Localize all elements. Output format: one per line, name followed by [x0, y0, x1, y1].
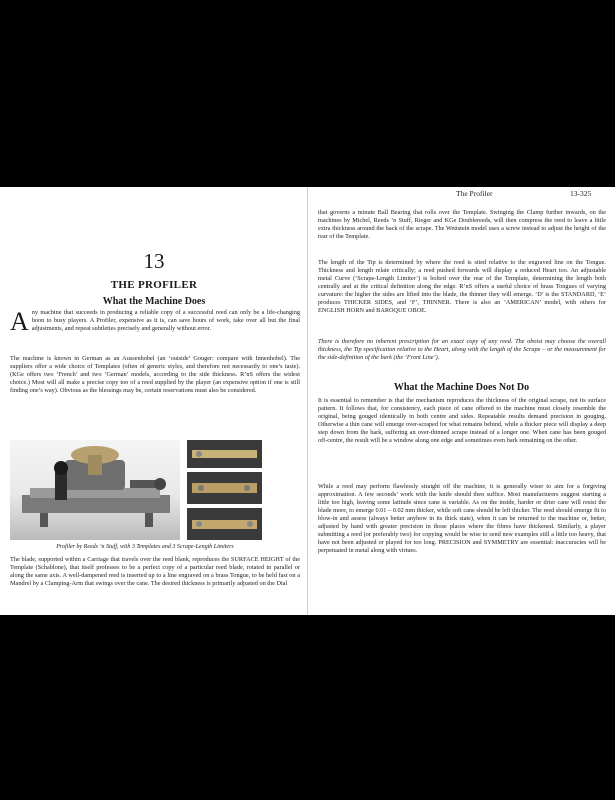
- section-title-what-machine-does-not-do: What the Machine Does Not Do: [393, 382, 530, 393]
- right-paragraph-4: It is essential to remember is that the mechanism reproduces the thickness of the original scrape, not its surface pattern. It follows that, for consistency, each piece of cane offered to the machine must closely resemble the original, being gouged identically in both centre and sides. Repeatable results demand precision in gouging. Otherwise a thin cane will emerge over-scraped for what remains behind, while a thicker piece will display a deep step down from the bark, suffering an over-thinned scrape instead of a longer one. When cane has been gouged off-centre, the result will be a window along one edge and sometimes even bark remaining on the other.: [318, 397, 606, 444]
- right-paragraph-5: While a reed may perform flawlessly straight off the machine, it is generally wiser to aim for a forgiving approximation. A few seconds’ work with the knife should then suffice. Most manufacturers suggest starting a little too high, leaving some latitude since cane is variable. As on the inside, harder or drier cane will resist the blade more, to emerge 0.01 – 0.02 mm thicker, while soft cane should be left thicker. The reed should emerge fit to blow-in and assess (always better anyhow in its thick state), when it can be returned to the machine or, better, adjusted by hand with greater precision in those places where the fibres have thickened. Similarly, a player submitting a reed (or preferably two) for copying would be wise to send new examples still a little too heavy, that have not been adjusted or played for too long. PRECISION and SYMMETRY are essential: inaccuracies will be perpetuated in metal along with virtues.: [318, 483, 606, 554]
- running-head: The Profiler: [456, 189, 493, 198]
- left-page: [0, 187, 308, 615]
- template-photo-2: [187, 472, 262, 504]
- left-paragraph-3: The blade, supported within a Carriage that travels over the reed blank, reproduces the SURFACE HEIGHT of the Template (Schablone), that itself professes to be a perfect copy of a particular reed blade, rotated in parallel or along the same axis. A well-dampened reed is inserted up to a line engraved on a brass Tongue, to be held fast on a Mandrel by a Clamping-Arm that swings over the cane. The desired thickness is primarily adjusted on the Dial: [10, 556, 300, 587]
- chapter-number: 13: [143, 249, 165, 273]
- right-paragraph-2: The length of the Tip is determined by where the reed is sited relative to the engraved line on the Tongue. Thickness and length relate critically; a reed pushed forwards will display a reduced Heart too. An adjustable metal Curve (‘Scrape-Length Limiter’) is bolted over the rear of the Template, determining the length both centrally and at the critical definition along the edge. R’nS offers a useful choice of brass Tongues of varying curvature: the higher the sides are lifted into the blade, the thinner they will emerge. ‘D’ is the STANDARD, ‘E’ produces THICKER SIDES, and ‘F’, THINNER. There is also an ‘AMERICAN’ model, with others for ENGLISH HORN and BAROQUE OBOE.: [318, 259, 606, 314]
- book-spread: [0, 187, 615, 615]
- right-paragraph-3: There is therefore no inherent prescription for an exact copy of any reed. The oboist may choose the overall thickness, the Tip specification relative to the Heart, along with the length of the Scrape – or the measurement for the side-definition of the bark (the ‘Front Line’).: [318, 338, 606, 361]
- photo-caption: Profiler by Reeds ’n Stuff, with 3 Templates and 3 Scrape-Length Limiters: [56, 544, 234, 550]
- chapter-title: THE PROFILER: [110, 279, 198, 291]
- page-number: 13-325: [570, 189, 592, 198]
- right-page: [308, 187, 615, 615]
- template-photo-1: [187, 440, 262, 468]
- template-photo-3: [187, 508, 262, 540]
- drop-cap: A: [10, 307, 29, 336]
- section-title-what-machine-does: What the Machine Does: [102, 296, 206, 307]
- left-paragraph-2: The machine is known in German as an Aussenhobel (an ‘outside’ Gouger: compare with Innenhobel). The suppliers offer a wide choice of Templates (often of generic styles, and therefore not necessarily to one’s taste). (KGe offers two ‘French’ and two ‘German’ models, according to the side thickness. R’nS offers the widest choice.) Most will all make a precise copy too of a reed supplied by the player (an expensive option if one is still finding one’s way). Obvious as the blessings may be, certain reservations must also be considered.: [10, 355, 300, 394]
- right-paragraph-1: that governs a minute Ball Bearing that rolls over the Template. Swinging the Clamp further inwards, on the machines by Michel, Reeds ’n Stuff, Rieger and KGe Doublereeds, will then compress the reed to leave a little extra thickness around the back of the scrape. The Wettstein model uses a screw instead to adjust the height of the rear of the Template.: [318, 209, 606, 240]
- left-paragraph-1: Any machine that succeeds in producing a reliable copy of a successful reed can only be a life-changing boon to busy players. A Profiler, expensive as it is, can save hours of work, take over all but the final adjustments, and repeat subtleties precisely and generally without error.: [10, 307, 300, 336]
- profiler-photo-main: [10, 440, 180, 540]
